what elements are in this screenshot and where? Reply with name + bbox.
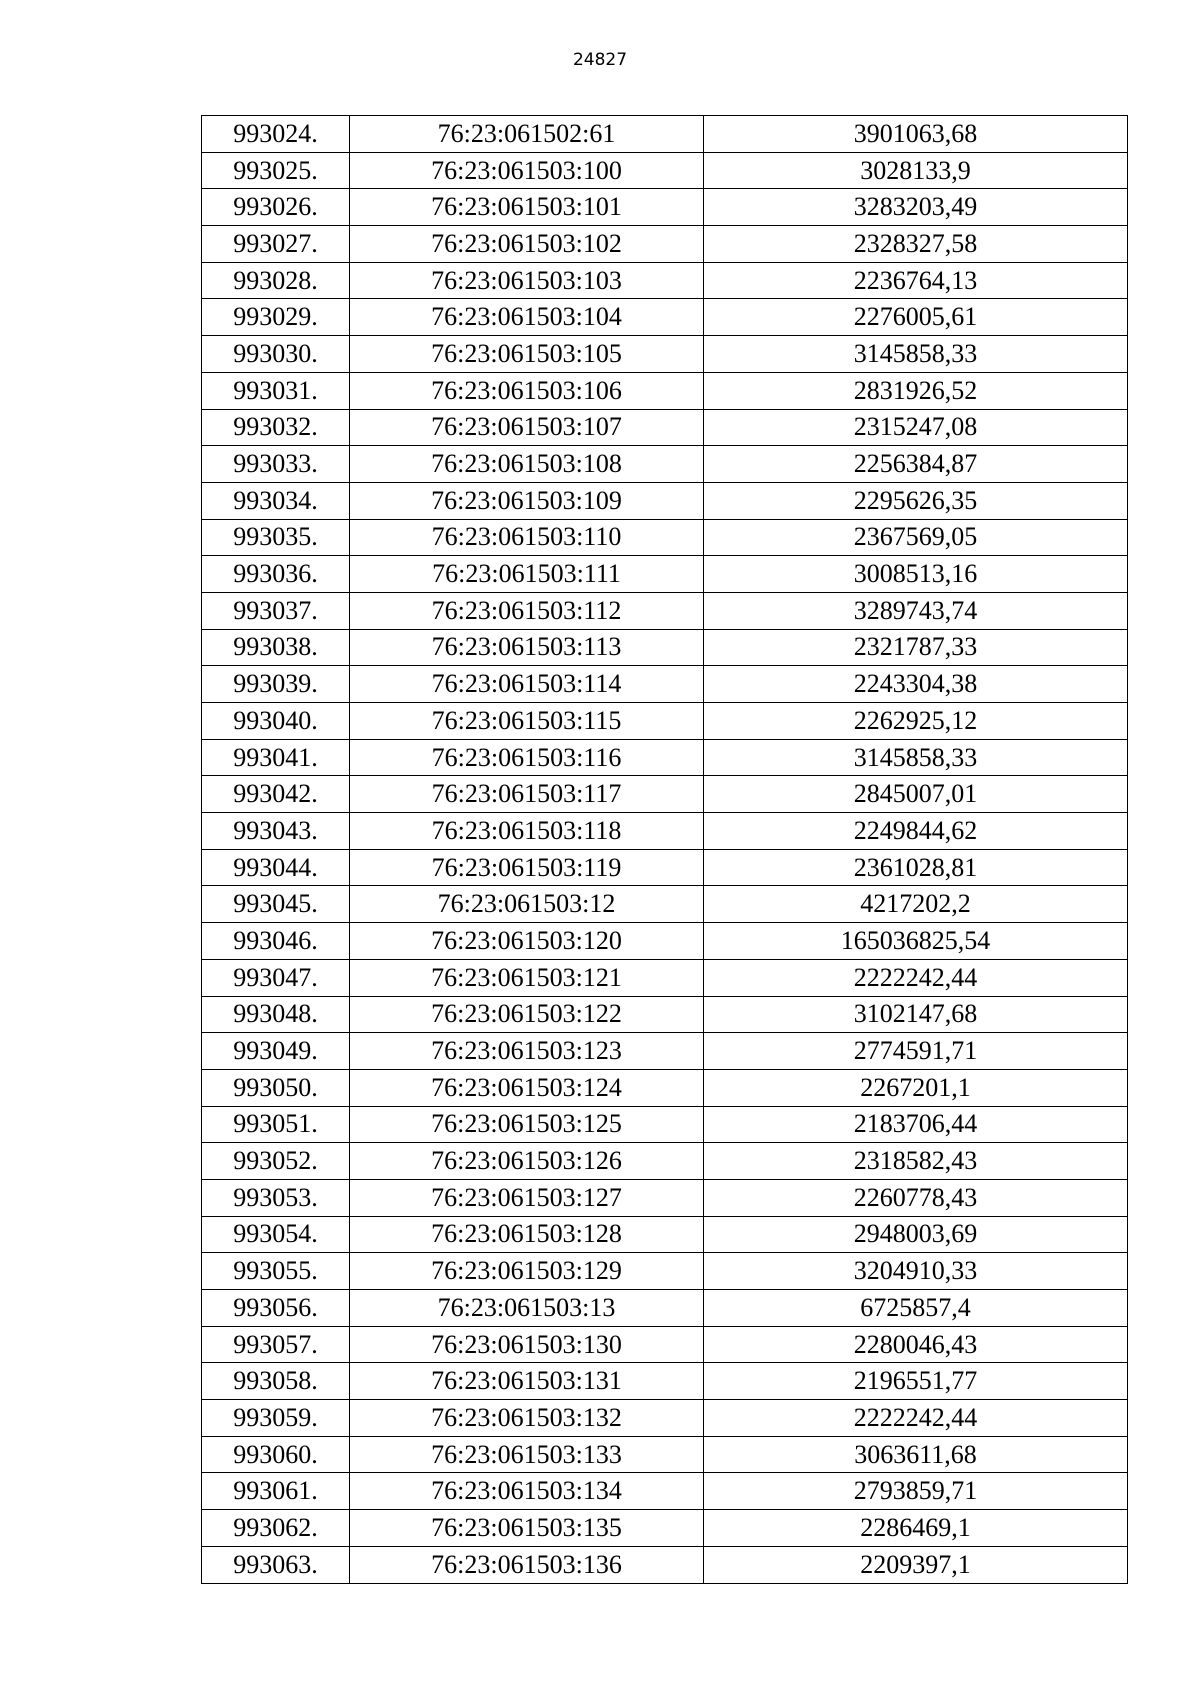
cadastral-value-cell: 2295626,35: [704, 482, 1128, 519]
cadastral-number-cell: 76:23:061503:126: [350, 1143, 704, 1180]
cadastral-value-cell: 3063611,68: [704, 1436, 1128, 1473]
row-number-cell: 993058.: [202, 1363, 350, 1400]
cadastral-number-cell: 76:23:061503:13: [350, 1290, 704, 1327]
row-number-cell: 993062.: [202, 1510, 350, 1547]
table-row: [202, 813, 1128, 850]
cadastral-value-cell: 2321787,33: [704, 629, 1128, 666]
row-number-cell: 993051.: [202, 1106, 350, 1143]
cadastral-value-cell: 2249844,62: [704, 813, 1128, 850]
cadastral-value-cell: 2222242,44: [704, 959, 1128, 996]
row-number-cell: 993031.: [202, 372, 350, 409]
page-number: 24827: [572, 50, 628, 70]
cadastral-number-cell: 76:23:061503:102: [350, 226, 704, 263]
cadastral-number-cell: 76:23:061503:108: [350, 446, 704, 483]
table-row: [202, 703, 1128, 740]
cadastral-value-cell: 3283203,49: [704, 189, 1128, 226]
cadastral-value-cell: 3102147,68: [704, 996, 1128, 1033]
row-number-cell: 993063.: [202, 1546, 350, 1583]
cadastral-value-cell: 2361028,81: [704, 849, 1128, 886]
cadastral-value-cell: 2267201,1: [704, 1069, 1128, 1106]
row-number-cell: 993056.: [202, 1290, 350, 1327]
row-number-cell: 993024.: [202, 116, 350, 153]
cadastral-number-cell: 76:23:061503:120: [350, 923, 704, 960]
cadastral-number-cell: 76:23:061503:117: [350, 776, 704, 813]
row-number-cell: 993048.: [202, 996, 350, 1033]
cadastral-number-cell: 76:23:061503:112: [350, 592, 704, 629]
row-number-cell: 993042.: [202, 776, 350, 813]
cadastral-number-cell: 76:23:061503:132: [350, 1400, 704, 1437]
table-row: [202, 556, 1128, 593]
cadastral-value-cell: 2209397,1: [704, 1546, 1128, 1583]
cadastral-value-cell: 2845007,01: [704, 776, 1128, 813]
row-number-cell: 993052.: [202, 1143, 350, 1180]
cadastral-number-cell: 76:23:061503:136: [350, 1546, 704, 1583]
cadastral-value-cell: 2315247,08: [704, 409, 1128, 446]
table-row: [202, 739, 1128, 776]
table-row: [202, 996, 1128, 1033]
row-number-cell: 993060.: [202, 1436, 350, 1473]
cadastral-value-cell: 2236764,13: [704, 262, 1128, 299]
row-number-cell: 993050.: [202, 1069, 350, 1106]
cadastral-value-cell: 2243304,38: [704, 666, 1128, 703]
table-row: [202, 1033, 1128, 1070]
table-row: [202, 152, 1128, 189]
cadastral-number-cell: 76:23:061503:101: [350, 189, 704, 226]
table-row: [202, 1436, 1128, 1473]
cadastral-number-cell: 76:23:061503:115: [350, 703, 704, 740]
table-row: [202, 1326, 1128, 1363]
cadastral-value-cell: 3145858,33: [704, 739, 1128, 776]
table-row: [202, 1216, 1128, 1253]
row-number-cell: 993026.: [202, 189, 350, 226]
cadastral-number-cell: 76:23:061503:128: [350, 1216, 704, 1253]
table-row: [202, 1546, 1128, 1583]
table-row: [202, 446, 1128, 483]
cadastral-number-cell: 76:23:061503:104: [350, 299, 704, 336]
table-row: [202, 262, 1128, 299]
row-number-cell: 993043.: [202, 813, 350, 850]
cadastral-number-cell: 76:23:061503:131: [350, 1363, 704, 1400]
cadastral-number-cell: 76:23:061503:116: [350, 739, 704, 776]
cadastral-value-cell: 2183706,44: [704, 1106, 1128, 1143]
table-row: [202, 189, 1128, 226]
row-number-cell: 993061.: [202, 1473, 350, 1510]
cadastral-value-cell: 3204910,33: [704, 1253, 1128, 1290]
row-number-cell: 993033.: [202, 446, 350, 483]
table-row: [202, 482, 1128, 519]
table-row: [202, 372, 1128, 409]
table-row: [202, 776, 1128, 813]
cadastral-number-cell: 76:23:061503:121: [350, 959, 704, 996]
cadastral-value-cell: 3145858,33: [704, 336, 1128, 373]
row-number-cell: 993047.: [202, 959, 350, 996]
row-number-cell: 993034.: [202, 482, 350, 519]
row-number-cell: 993030.: [202, 336, 350, 373]
table-row: [202, 849, 1128, 886]
table-row: [202, 923, 1128, 960]
table-body: [202, 116, 1128, 1584]
table-row: [202, 409, 1128, 446]
cadastral-value-cell: 2262925,12: [704, 703, 1128, 740]
table-row: [202, 666, 1128, 703]
cadastral-value-cell: 2196551,77: [704, 1363, 1128, 1400]
cadastral-number-cell: 76:23:061503:125: [350, 1106, 704, 1143]
table-row: [202, 226, 1128, 263]
cadastral-number-cell: 76:23:061503:129: [350, 1253, 704, 1290]
cadastral-value-cell: 2280046,43: [704, 1326, 1128, 1363]
row-number-cell: 993046.: [202, 923, 350, 960]
row-number-cell: 993040.: [202, 703, 350, 740]
cadastral-value-cell: 3901063,68: [704, 116, 1128, 153]
cadastral-number-cell: 76:23:061503:113: [350, 629, 704, 666]
row-number-cell: 993044.: [202, 849, 350, 886]
table-row: [202, 1179, 1128, 1216]
cadastral-number-cell: 76:23:061503:124: [350, 1069, 704, 1106]
table-row: [202, 1290, 1128, 1327]
cadastral-value-cell: 3028133,9: [704, 152, 1128, 189]
cadastral-number-cell: 76:23:061503:119: [350, 849, 704, 886]
cadastral-value-cell: 165036825,54: [704, 923, 1128, 960]
cadastral-value-cell: 3289743,74: [704, 592, 1128, 629]
cadastral-value-cell: 2948003,69: [704, 1216, 1128, 1253]
row-number-cell: 993032.: [202, 409, 350, 446]
row-number-cell: 993053.: [202, 1179, 350, 1216]
cadastral-value-cell: 2831926,52: [704, 372, 1128, 409]
cadastral-number-cell: 76:23:061503:123: [350, 1033, 704, 1070]
table-row: [202, 1069, 1128, 1106]
row-number-cell: 993036.: [202, 556, 350, 593]
row-number-cell: 993055.: [202, 1253, 350, 1290]
row-number-cell: 993035.: [202, 519, 350, 556]
table-row: [202, 1363, 1128, 1400]
table-row: [202, 886, 1128, 923]
cadastral-number-cell: 76:23:061503:107: [350, 409, 704, 446]
table-row: [202, 336, 1128, 373]
row-number-cell: 993045.: [202, 886, 350, 923]
cadastral-number-cell: 76:23:061503:134: [350, 1473, 704, 1510]
table-row: [202, 299, 1128, 336]
table-row: [202, 959, 1128, 996]
cadastral-value-cell: 2256384,87: [704, 446, 1128, 483]
cadastral-number-cell: 76:23:061503:127: [350, 1179, 704, 1216]
table-row: [202, 1106, 1128, 1143]
table-row: [202, 116, 1128, 153]
cadastral-number-cell: 76:23:061503:135: [350, 1510, 704, 1547]
cadastral-number-cell: 76:23:061503:114: [350, 666, 704, 703]
cadastral-value-cell: 2222242,44: [704, 1400, 1128, 1437]
cadastral-value-cell: 2318582,43: [704, 1143, 1128, 1180]
row-number-cell: 993059.: [202, 1400, 350, 1437]
row-number-cell: 993028.: [202, 262, 350, 299]
cadastral-value-cell: 4217202,2: [704, 886, 1128, 923]
cadastral-value-cell: 2367569,05: [704, 519, 1128, 556]
cadastral-number-cell: 76:23:061503:106: [350, 372, 704, 409]
table-row: [202, 592, 1128, 629]
cadastral-value-table: [201, 115, 1128, 1584]
cadastral-value-cell: 6725857,4: [704, 1290, 1128, 1327]
table-row: [202, 519, 1128, 556]
table-row: [202, 1473, 1128, 1510]
cadastral-value-cell: 2286469,1: [704, 1510, 1128, 1547]
cadastral-number-cell: 76:23:061503:111: [350, 556, 704, 593]
cadastral-value-cell: 3008513,16: [704, 556, 1128, 593]
table-row: [202, 1253, 1128, 1290]
cadastral-value-cell: 2276005,61: [704, 299, 1128, 336]
cadastral-number-cell: 76:23:061502:61: [350, 116, 704, 153]
row-number-cell: 993025.: [202, 152, 350, 189]
cadastral-number-cell: 76:23:061503:100: [350, 152, 704, 189]
row-number-cell: 993057.: [202, 1326, 350, 1363]
cadastral-number-cell: 76:23:061503:105: [350, 336, 704, 373]
cadastral-value-cell: 2328327,58: [704, 226, 1128, 263]
row-number-cell: 993038.: [202, 629, 350, 666]
cadastral-number-cell: 76:23:061503:109: [350, 482, 704, 519]
cadastral-number-cell: 76:23:061503:122: [350, 996, 704, 1033]
cadastral-number-cell: 76:23:061503:133: [350, 1436, 704, 1473]
row-number-cell: 993029.: [202, 299, 350, 336]
row-number-cell: 993027.: [202, 226, 350, 263]
table-row: [202, 1510, 1128, 1547]
cadastral-number-cell: 76:23:061503:130: [350, 1326, 704, 1363]
row-number-cell: 993041.: [202, 739, 350, 776]
row-number-cell: 993054.: [202, 1216, 350, 1253]
cadastral-number-cell: 76:23:061503:118: [350, 813, 704, 850]
table-row: [202, 1400, 1128, 1437]
cadastral-number-cell: 76:23:061503:12: [350, 886, 704, 923]
cadastral-number-cell: 76:23:061503:103: [350, 262, 704, 299]
cadastral-value-cell: 2774591,71: [704, 1033, 1128, 1070]
table-row: [202, 629, 1128, 666]
cadastral-value-cell: 2793859,71: [704, 1473, 1128, 1510]
row-number-cell: 993049.: [202, 1033, 350, 1070]
cadastral-number-cell: 76:23:061503:110: [350, 519, 704, 556]
row-number-cell: 993039.: [202, 666, 350, 703]
cadastral-value-cell: 2260778,43: [704, 1179, 1128, 1216]
table-row: [202, 1143, 1128, 1180]
row-number-cell: 993037.: [202, 592, 350, 629]
